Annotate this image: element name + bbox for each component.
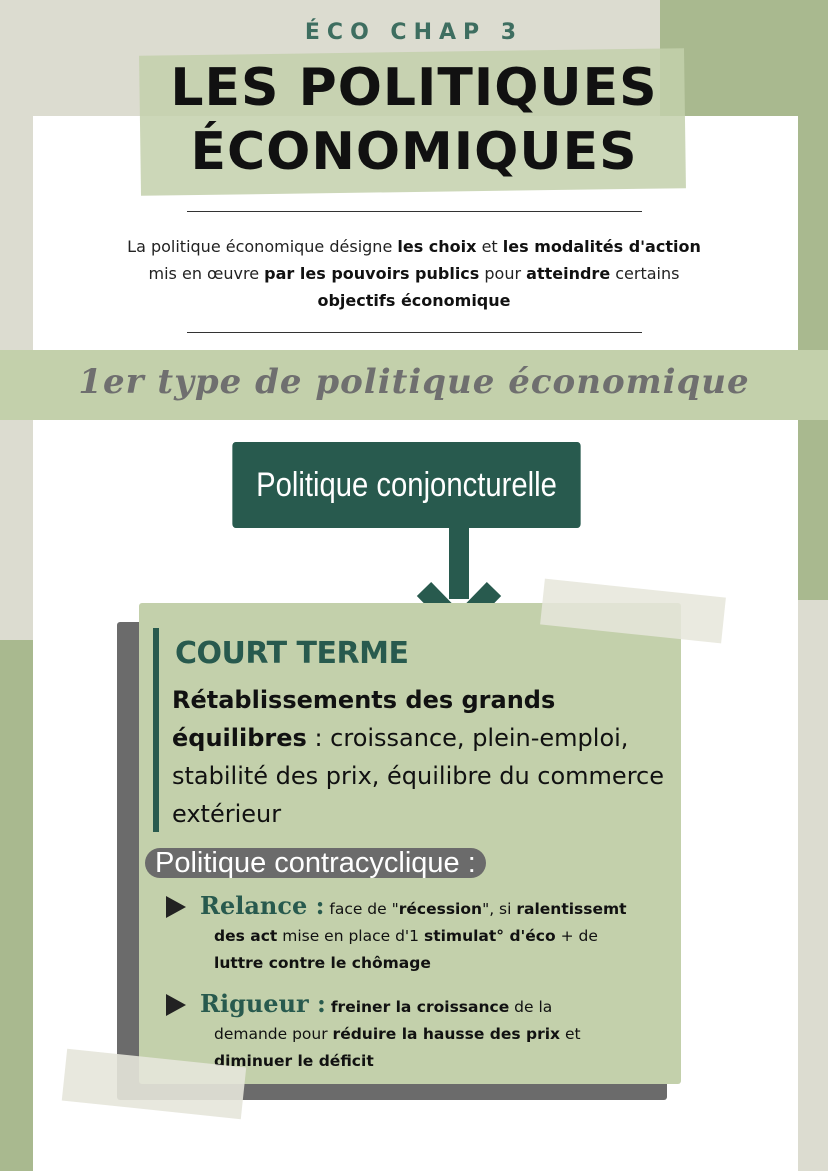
bold-text: objectifs économique: [317, 291, 511, 310]
triangle-bullet-icon: [166, 994, 186, 1016]
bold-text: les modalités d'action: [502, 237, 701, 256]
text: : croissance, plein-emploi, stabilité des prix, équilibre du commerce extérieur: [172, 724, 664, 828]
title-line: ÉCONOMIQUES: [190, 122, 638, 182]
chapter-label: ÉCO CHAP 3: [304, 20, 524, 45]
bold-text: atteindre: [526, 264, 611, 283]
bold-text: ralentissemt: [516, 900, 627, 918]
item-heading: Relance :: [200, 891, 325, 920]
accent-bar: [153, 628, 159, 832]
text: et: [476, 237, 503, 256]
page-title: [0, 56, 828, 184]
bold-text: réduire la hausse des prix: [332, 1025, 561, 1043]
section-title: 1er type de politique économique: [78, 362, 750, 402]
bold-text: les choix: [397, 237, 477, 256]
text: ", si: [482, 900, 517, 918]
policy-box: Politique conjoncturelle: [232, 442, 580, 528]
title-line: LES POLITIQUES: [170, 58, 658, 118]
bold-text: Rétablissements des grands équilibres: [172, 686, 556, 752]
text: de la: [509, 998, 553, 1016]
text: face de ": [324, 900, 399, 918]
list-item-relance: [166, 892, 676, 977]
item-heading: Rigueur :: [200, 989, 326, 1018]
text: La politique économique désigne: [127, 237, 398, 256]
bold-text: par les pouvoirs publics: [264, 264, 480, 283]
bold-text: freiner la croissance: [330, 998, 510, 1016]
text: mis en œuvre: [148, 264, 265, 283]
bold-text: luttre contre le chômage: [214, 954, 431, 972]
list-item-rigueur: [166, 990, 676, 1075]
card-body: [172, 681, 677, 833]
intro-paragraph: [90, 233, 738, 314]
bold-text: récession: [398, 900, 483, 918]
text: et: [560, 1025, 581, 1043]
text: demande pour: [214, 1025, 333, 1043]
card-heading: COURT TERME: [175, 636, 409, 671]
divider: [187, 211, 642, 212]
triangle-bullet-icon: [166, 896, 186, 918]
text: mise en place d'1: [277, 927, 424, 945]
bold-text: des act: [214, 927, 278, 945]
text: + de: [555, 927, 598, 945]
bold-text: diminuer le déficit: [214, 1052, 374, 1070]
text: pour: [479, 264, 527, 283]
bold-text: stimulat° d'éco: [423, 927, 556, 945]
divider: [187, 332, 642, 333]
background-shape: [798, 600, 828, 1171]
text: certains: [610, 264, 680, 283]
subtitle-pill: Politique contracyclique :: [145, 848, 486, 878]
